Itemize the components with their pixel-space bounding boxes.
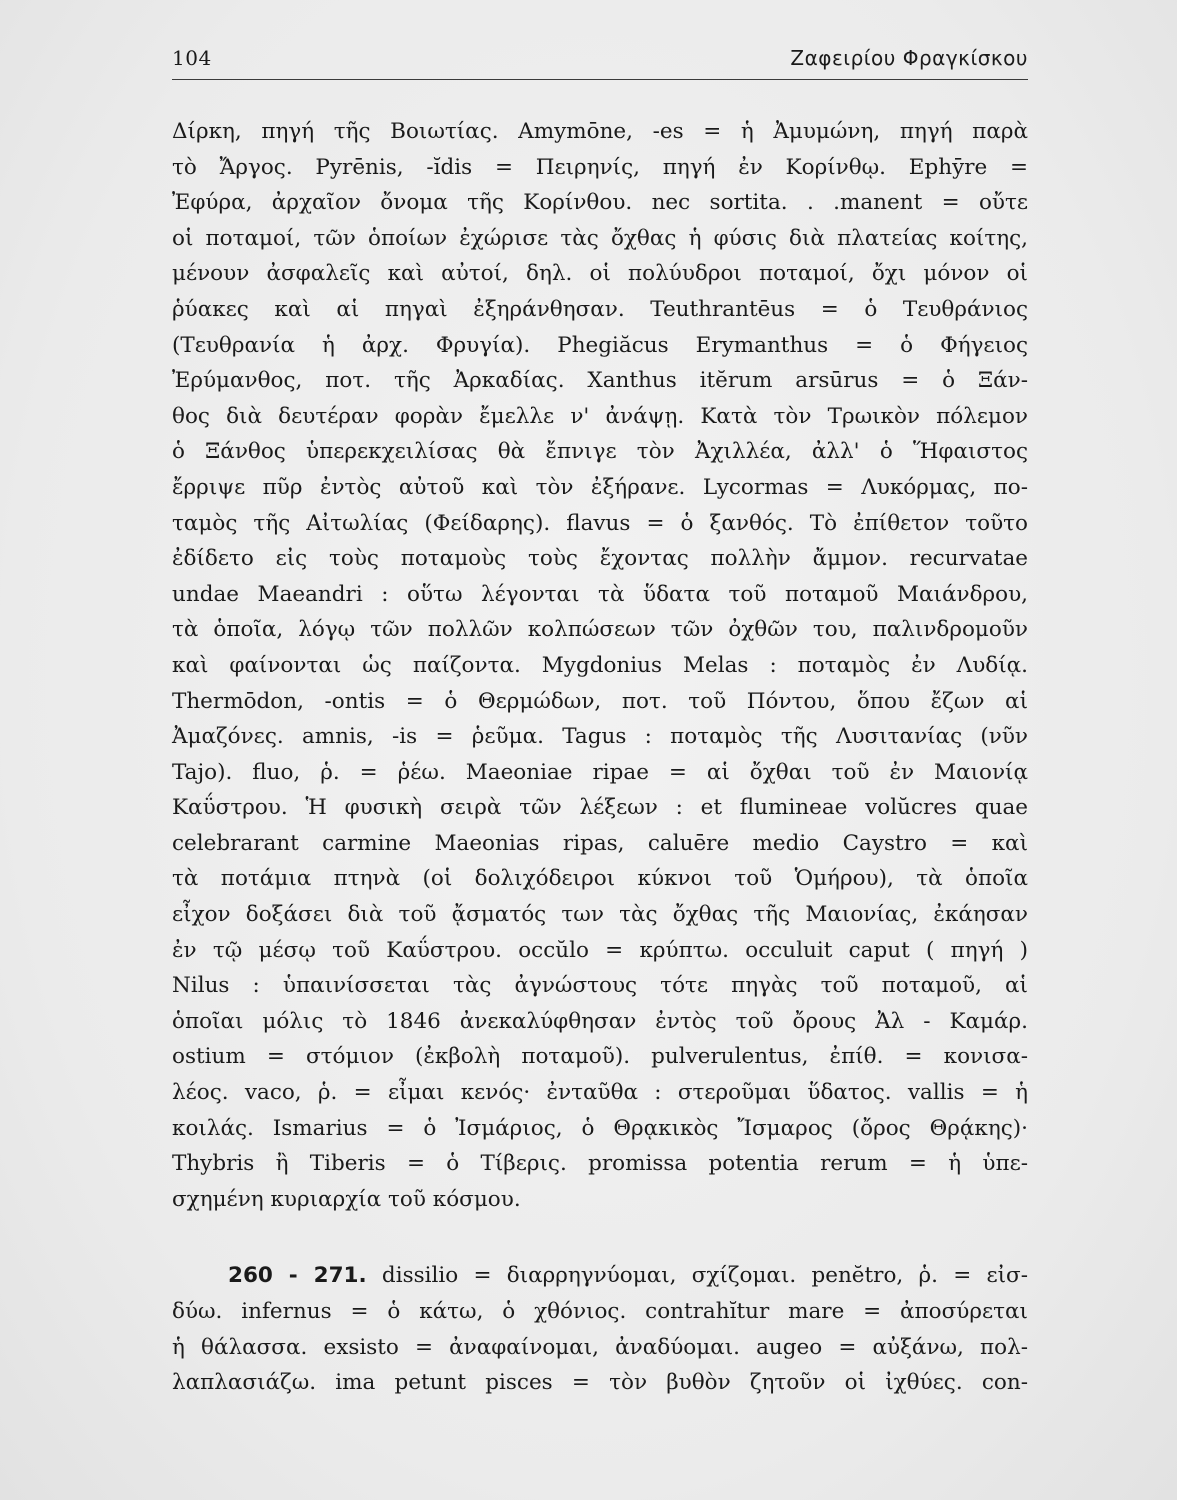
text-line: ἔρριψε πῦρ ἐντὸς αὐτοῦ καὶ τὸν ἐξήρανε. Lycormas = Λυκόρμας, πο- — [172, 474, 1028, 500]
paragraph-gap — [172, 1217, 1028, 1258]
text-line: Thermōdon, -ontis = ὁ Θερμώδων, ποτ. τοῦ Πόντου, ὅπου ἔζων αἱ — [172, 688, 1028, 714]
text-line: Καΰστρου. Ἡ φυσικὴ σειρὰ τῶν λέξεων : et flumineae volŭcres quae — [172, 795, 1028, 821]
text-line: undae Maeandri : οὕτω λέγονται τὰ ὕδατα τοῦ ποταμοῦ Μαιάνδρου, — [172, 581, 1028, 607]
text-line: λέος. vaco, ῥ. = εἶμαι κενός· ἐνταῦθα : στεροῦμαι ὕδατος. vallis = ἡ — [172, 1080, 1028, 1106]
text-line: Tajo). fluo, ῥ. = ῥέω. Maeoniae ripae = αἱ ὄχθαι τοῦ ἐν Μαιονίᾳ — [172, 759, 1028, 785]
text-line: τὸ Ἄργος. Pyrēnis, -ĭdis = Πειρηνίς, πηγή ἐν Κορίνθῳ. Ephȳre = — [172, 154, 1028, 180]
text-line: ταμὸς τῆς Αἰτωλίας (Φείδαρης). flavus = ὁ ξανθός. Τὸ ἐπίθετον τοῦτο — [172, 510, 1028, 536]
text-line: ἡ θάλασσα. exsisto = ἀναφαίνομαι, ἀναδύομαι. augeo = αὐξάνω, πολ- — [172, 1334, 1028, 1360]
text-line: Ἐφύρα, ἀρχαῖον ὄνομα τῆς Κορίνθου. nec sortita. . .manent = οὔτε — [172, 190, 1028, 216]
text-line: Nilus : ὑπαινίσσεται τὰς ἀγνώστους τότε πηγὰς τοῦ ποταμοῦ, αἱ — [172, 973, 1028, 999]
text-line: κοιλάς. Ismarius = ὁ Ἰσμάριος, ὁ Θρᾳκικὸς Ἴσμαρος (ὄρος Θρᾴκης)· — [172, 1115, 1028, 1141]
paragraph-1 — [172, 114, 1028, 1217]
text-line: τὰ ὁποῖα, λόγῳ τῶν πολλῶν κολπώσεων τῶν ὀχθῶν του, παλινδρομοῦν — [172, 617, 1028, 643]
text-line: θος διὰ δευτέραν φορὰν ἔμελλε ν' ἀνάψῃ. Κατὰ τὸν Τρωικὸν πόλεμον — [172, 403, 1028, 429]
text-line: ἐδίδετο εἰς τοὺς ποταμοὺς τοὺς ἔχοντας πολλὴν ἄμμον. recurvatae — [172, 546, 1028, 572]
text-line-rest: dissilio = διαρρηγνύομαι, σχίζομαι. penĕtro, ῥ. = εἰσ- — [366, 1263, 1028, 1289]
text-line: celebrarant carmine Maeonias ripas, caluēre medio Caystro = καὶ — [172, 830, 1028, 856]
text-line: Thybris ἢ Tiberis = ὁ Τίβερις. promissa potentia rerum = ἡ ὑπε- — [172, 1151, 1028, 1177]
page-header — [172, 42, 1028, 76]
text-line: καὶ φαίνονται ὡς παίζοντα. Mygdonius Melas : ποταμὸς ἐν Λυδίᾳ. — [172, 652, 1028, 678]
text-line: τὰ ποτάμια πτηνὰ (οἱ δολιχόδειροι κύκνοι τοῦ Ὁμήρου), τὰ ὁποῖα — [172, 866, 1028, 892]
text-line: ἐν τῷ μέσῳ τοῦ Καΰστρου. occŭlo = κρύπτω. occuluit caput ( πηγή ) — [172, 937, 1028, 963]
text-line: Δίρκη, πηγή τῆς Βοιωτίας. Amymōne, -es = ἡ Ἀμυμώνη, πηγή παρὰ — [172, 119, 1028, 144]
text-line: σχημένη κυριαρχία τοῦ κόσμου. — [172, 1186, 521, 1212]
paragraph-2 — [172, 1258, 1028, 1400]
text-line: εἶχον δοξάσει διὰ τοῦ ᾄσματός των τὰς ὄχθας τῆς Μαιονίας, ἐκάησαν — [172, 902, 1028, 928]
text-line: Ἀμαζόνες. amnis, -is = ῥεῦμα. Tagus : ποταμὸς τῆς Λυσιτανίας (νῦν — [172, 724, 1028, 750]
text-line: οἱ ποταμοί, τῶν ὁποίων ἐχώρισε τὰς ὄχθας ἡ φύσις διὰ πλατείας κοίτης, — [172, 225, 1028, 251]
text-line: δύω. infernus = ὁ κάτω, ὁ χθόνιος. contrahĭtur mare = ἀποσύρεται — [172, 1299, 1028, 1324]
header-rule — [172, 79, 1028, 80]
text-line: ὁ Ξάνθος ὑπερεκχειλίσας θὰ ἔπνιγε τὸν Ἀχιλλέα, ἀλλ' ὁ Ἥφαιστος — [172, 439, 1028, 465]
text-line: μένουν ἀσφαλεῖς καὶ αὐτοί, δηλ. οἱ πολύυδροι ποταμοί, ὄχι μόνον οἱ — [172, 261, 1028, 287]
running-head: Ζαφειρίου Φραγκίσκου — [790, 46, 1028, 70]
text-line: Ἐρύμανθος, ποτ. τῆς Ἀρκαδίας. Xanthus itĕrum arsūrus = ὁ Ξάν- — [172, 368, 1028, 394]
page-number: 104 — [172, 46, 212, 70]
text-line: ostium = στόμιον (ἐκβολὴ ποταμοῦ). pulverulentus, ἐπίθ. = κονισα- — [172, 1044, 1028, 1070]
text-line: ῥύακες καὶ αἱ πηγαὶ ἐξηράνθησαν. Teuthrantēus = ὁ Τευθράνιος — [172, 296, 1028, 322]
text-line: λαπλασιάζω. ima petunt pisces = τὸν βυθὸν ζητοῦν οἱ ἰχθύες. con- — [172, 1370, 1028, 1396]
text-line — [172, 1258, 1028, 1294]
body-text — [172, 114, 1028, 1401]
text-line: (Τευθρανία ἡ ἀρχ. Φρυγία). Phegiăcus Erymanthus = ὁ Φήγειος — [172, 332, 1028, 358]
text-line: ὁποῖαι μόλις τὸ 1846 ἀνεκαλύφθησαν ἐντὸς τοῦ ὄρους Ἀλ - Καμάρ. — [172, 1008, 1028, 1034]
verse-reference: 260 - 271. — [228, 1263, 367, 1289]
